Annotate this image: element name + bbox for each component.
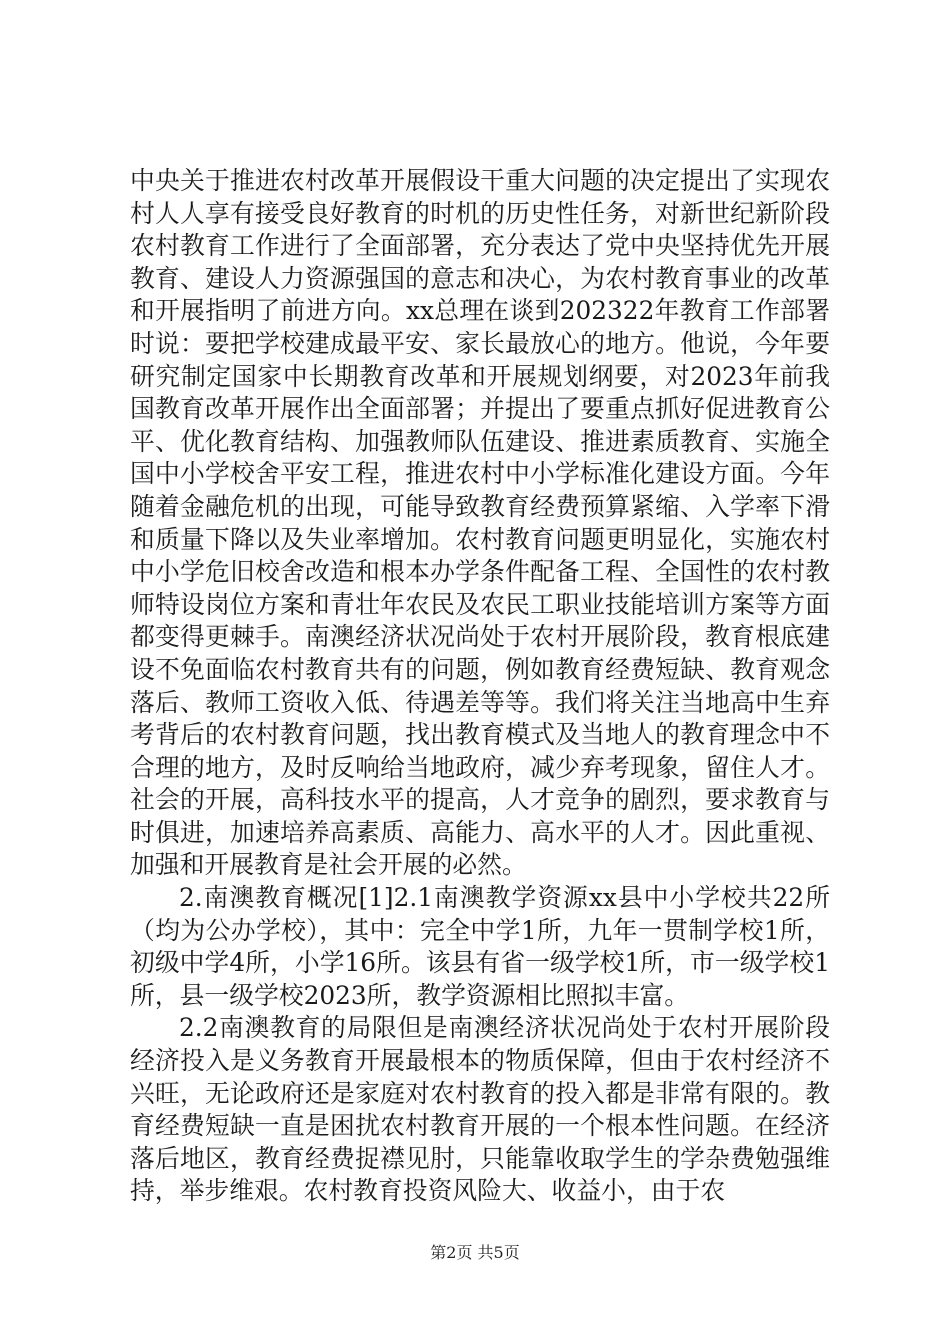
paragraph-nanao-limitations: 2.2南澳教育的局限但是南澳经济状况尚处于农村开展阶段经济投入是义务教育开展最根本的物质保障，但由于农村经济不兴旺，无论政府还是家庭对农村教育的投入都是非常有限的。教育经费短缺一直是困扰农村教育开展的一个根本性问题。在经济落后地区，教育经费捉襟见肘，只能靠收取学生的学杂费勉强维持，举步维艰。农村教育投资风险大、收益小，由于农 xyxy=(130,1013,830,1206)
paragraph-nanao-overview: 2.南澳教育概况[1]2.1南澳教学资源xx县中小学校共22所（均为公办学校），其中：完全中学1所，九年一贯制学校1所，初级中学4所，小学16所。该县有省一级学校1所，市一级学校1所，县一级学校2023所，教学资源相比照拟丰富。 xyxy=(130,883,830,1010)
document-body xyxy=(130,165,830,1208)
page-number-footer: 第2页 共5页 xyxy=(430,1243,520,1262)
paragraph-education-policy: 中央关于推进农村改革开展假设干重大问题的决定提出了实现农村人人享有接受良好教育的时机的历史性任务，对新世纪新阶段农村教育工作进行了全面部署，充分表达了党中央坚持优先开展教育、建设人力资源强国的意志和决心，为农村教育事业的改革和开展指明了前进方向。xx总理在谈到202322年教育工作部署时说：要把学校建成最平安、家长最放心的地方。他说，今年要研究制定国家中长期教育改革和开展规划纲要，对2023年前我国教育改革开展作出全面部署；并提出了要重点抓好促进教育公平、优化教育结构、加强教师队伍建设、推进素质教育、实施全国中小学校舍平安工程，推进农村中小学标准化建设方面。今年随着金融危机的出现，可能导致教育经费预算紧缩、入学率下滑和质量下降以及失业率增加。农村教育问题更明显化，实施农村中小学危旧校舍改造和根本办学条件配备工程、全国性的农村教师特设岗位方案和青壮年农民及农民工职业技能培训方案等方面都变得更棘手。南澳经济状况尚处于农村开展阶段，教育根底建设不免面临农村教育共有的问题，例如教育经费短缺、教育观念落后、教师工资收入低、待遇差等等。我们将关注当地高中生弃考背后的农村教育问题，找出教育模式及当地人的教育理念中不合理的地方，及时反响给当地政府，减少弃考现象，留住人才。社会的开展，高科技水平的提高，人才竞争的剧烈，要求教育与时俱进，加速培养高素质、高能力、高水平的人才。因此重视、加强和开展教育是社会开展的必然。 xyxy=(130,166,830,880)
